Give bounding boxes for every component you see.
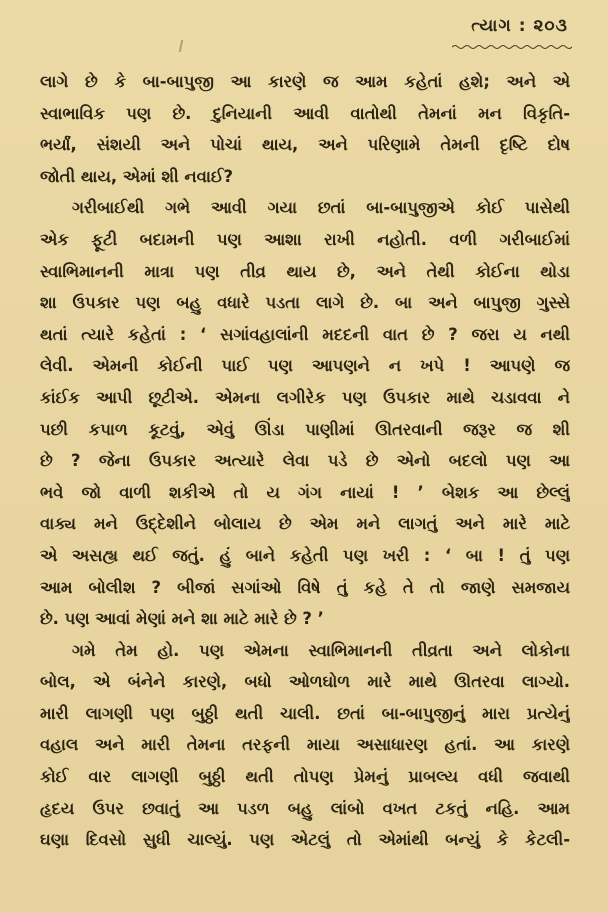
text-line: લાગે છે કે બા-બાપુજી આ કારણે જ આમ કહેતાં હશે; અને એ xyxy=(40,72,570,91)
text-line: પછી કપાળ કૂટવું, એવું ઊંડા પાણીમાં ઊતરવાની જરૂર જ શી xyxy=(40,419,570,439)
text-line: છે ? જેના ઉપકાર અત્યારે લેવા પડે છે એનો બદલો પણ આ xyxy=(40,451,570,471)
text-line: જોતી થાય, એમાં શી નવાઈ? xyxy=(40,166,234,186)
text-line: ભર્યાં, સંશયી અને પોચાં થાય, અને પરિણામે તેમની દૃષ્ટિ દોષ xyxy=(40,135,570,155)
body-text xyxy=(40,66,570,856)
text-line: વહાલ અને મારી તેમના તરફની માયા અસાધારણ હતાં. આ કારણે xyxy=(40,735,570,755)
text-line: ગરીબાઈથી ગભે આવી ગયા છતાં બા-બાપુજીએ કોઈ પાસેથી xyxy=(72,198,570,218)
text-line: ભવે જો વાળી શકીએ તો ય ગંગ નાયાં ! ’ બેશક આ છેલ્લું xyxy=(40,482,570,502)
text-line: સ્વાભિમાનની માત્રા પણ તીવ્ર થાય છે, અને તેથી કોઈના થોડા xyxy=(40,261,570,281)
text-line: લેવી. એમની કોઈની પાઈ પણ આપણને ન ખપે ! આપણે જ xyxy=(40,356,570,376)
text-line: એ અસહ્ય થઈ જતું. હું બાને કહેતી પણ ખરી : ‘ બા ! તું પણ xyxy=(40,545,570,565)
text-line: ઘણા દિવસો સુધી ચાલ્યું. પણ એટલું તો એમાંથી બન્યું કે કેટલી- xyxy=(40,830,570,850)
text-line: કોઈ વાર લાગણી બુઠ્ઠી થતી તોપણ પ્રેમનું પ્રાબલ્ય વધી જવાથી xyxy=(40,767,570,787)
text-line: શા ઉપકાર પણ બહુ વધારે પડતા લાગે છે. બા અને બાપુજી ગુસ્સે xyxy=(40,293,570,313)
text-line: થતાં ત્યારે કહેતાં : ‘ સગાંવહાલાંની મદદની વાત છે ? જરા ય નથી xyxy=(40,324,570,344)
text-line: ગમે તેમ હો. પણ એમના સ્વાભિમાનની તીવ્રતા અને લોકોના xyxy=(72,640,570,660)
text-line: કાંઈક આપી છૂટીએ. એમના લગીરેક પણ ઉપકાર માથે ચડાવવા ને xyxy=(40,387,570,407)
text-line: બોલ, એ બંનેને કારણે, બધો ઓળઘોળ મારે માથે ઊતરવા લાગ્યો. xyxy=(40,672,570,692)
text-line: છે. પણ આવાં મેણાં મને શા માટે મારે છે ? ’ xyxy=(40,609,324,629)
text-line: વાક્ય મને ઉદ્દેશીને બોલાય છે એમ મને લાગતું અને મારે માટે xyxy=(40,514,570,534)
text-line: સ્વાભાવિક પણ છે. દુનિયાની આવી વાતોથી તેમનાં મન વિકૃતિ- xyxy=(40,103,570,123)
text-line: આમ બોલીશ ? બીજાં સગાંઓ વિષે તું કહે તે તો જાણે સમજાય xyxy=(40,577,570,597)
text-line: હૃદય ઉપર છવાતું આ પડળ બહુ લાંબો વખત ટકતું નહિ. આમ xyxy=(40,798,570,818)
wavy-rule xyxy=(452,44,572,50)
pencil-mark xyxy=(179,40,183,52)
text-line: એક ફૂટી બદામની પણ આશા રાખી નહોતી. વળી ગરીબાઈમાં xyxy=(40,229,570,249)
text-line: મારી લાગણી પણ બુઠ્ઠી થતી ચાલી. છતાં બા-બાપુજીનું મારા પ્રત્યેનું xyxy=(40,703,570,723)
running-head: ત્યાગ : ૨૦૩ xyxy=(471,16,568,36)
